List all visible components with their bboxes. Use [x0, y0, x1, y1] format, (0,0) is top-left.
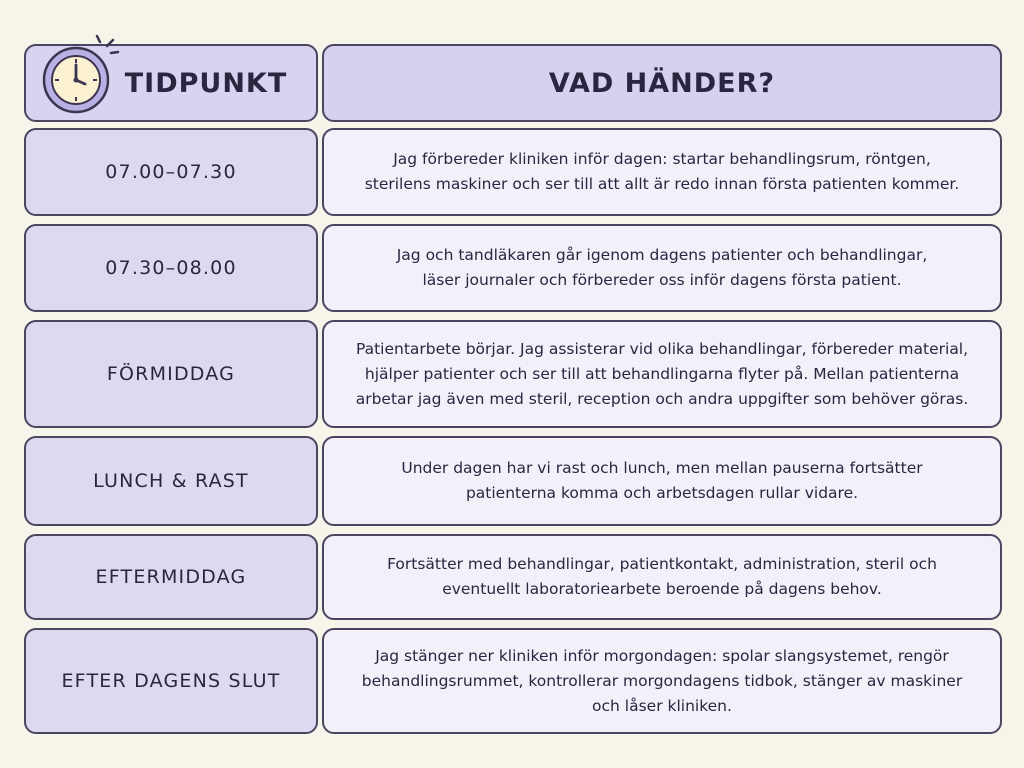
- row-description-cell: [322, 534, 1002, 620]
- description-line: Fortsätter med behandlingar, patientkontakt, administration, steril och: [387, 555, 937, 573]
- row-time-cell: [24, 534, 318, 620]
- row-time-cell: [24, 436, 318, 526]
- header-what-column: [322, 44, 1002, 122]
- row-time-cell: [24, 320, 318, 428]
- description-line: behandlingsrummet, kontrollerar morgondagens tidbok, stänger av maskiner: [361, 671, 963, 690]
- row-description: [383, 243, 942, 293]
- row-description: [373, 552, 951, 602]
- row-description-cell: [322, 128, 1002, 216]
- description-line: Jag och tandläkaren går igenom dagens patienter och behandlingar,: [396, 246, 928, 264]
- row-description: [348, 644, 976, 719]
- row-description: [342, 337, 983, 412]
- alarm-clock-icon: [40, 34, 130, 124]
- description-line: Patientarbete börjar. Jag assisterar vid olika behandlingar, förbereder material,: [355, 339, 969, 358]
- description-line: arbetar jag även med steril, reception och andra uppgifter som behöver göras.: [355, 389, 969, 408]
- row-time-cell: [24, 224, 318, 312]
- description-line: sterilens maskiner och ser till att allt är redo innan första patienten kommer.: [364, 175, 960, 193]
- row-time-cell: [24, 128, 318, 216]
- row-description-cell: [322, 436, 1002, 526]
- row-time-label: EFTERMIDDAG: [95, 566, 247, 588]
- row-description: [387, 456, 936, 506]
- row-time-label: 07.00–07.30: [105, 161, 237, 183]
- description-line: patienterna komma och arbetsdagen rullar vidare.: [465, 484, 859, 502]
- description-line: Jag förbereder kliniken inför dagen: startar behandlingsrum, röntgen,: [393, 150, 931, 168]
- row-description-cell: [322, 320, 1002, 428]
- row-description-cell: [322, 628, 1002, 734]
- row-description-cell: [322, 224, 1002, 312]
- row-time-label: LUNCH & RAST: [93, 470, 249, 492]
- row-time-label: FÖRMIDDAG: [106, 363, 236, 385]
- description-line: och låser kliniken.: [592, 696, 732, 715]
- description-line: Under dagen har vi rast och lunch, men mellan pauserna fortsätter: [401, 459, 923, 477]
- header-time-title: TIDPUNKT: [124, 67, 288, 99]
- description-line: hjälper patienter och ser till att behandlingarna flyter på. Mellan patienterna: [364, 364, 960, 383]
- row-description: [351, 147, 974, 197]
- header-what-title: VAD HÄNDER?: [548, 67, 776, 99]
- row-time-label: EFTER DAGENS SLUT: [61, 670, 281, 692]
- description-line: läser journaler och förbereder oss inför dagens första patient.: [422, 271, 902, 289]
- row-time-label: 07.30–08.00: [105, 257, 237, 279]
- row-time-cell: [24, 628, 318, 734]
- description-line: eventuellt laboratoriearbete beroende på dagens behov.: [442, 580, 882, 598]
- description-line: Jag stänger ner kliniken inför morgondagen: spolar slangsystemet, rengör: [375, 646, 949, 665]
